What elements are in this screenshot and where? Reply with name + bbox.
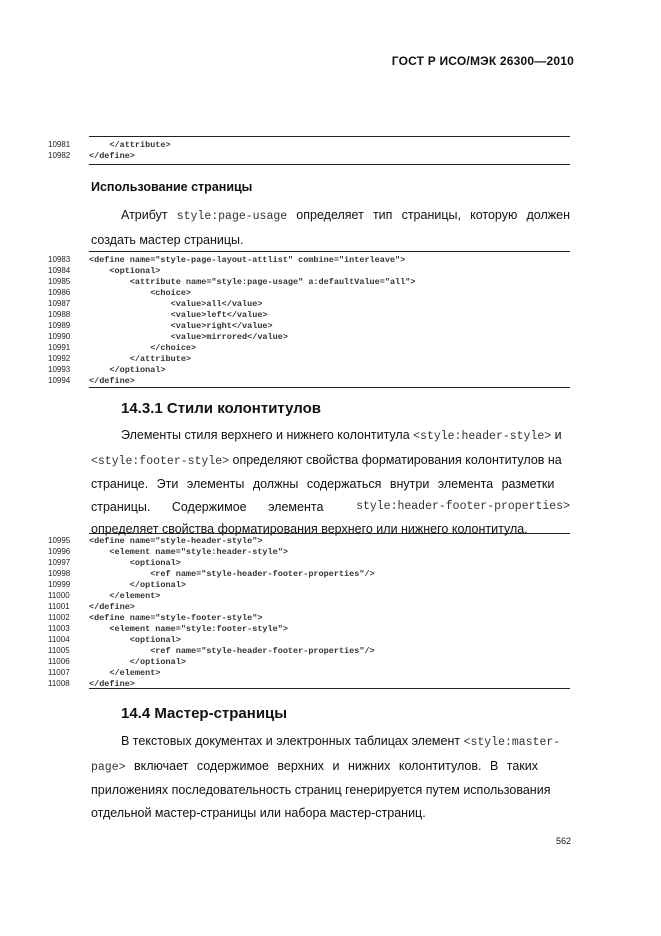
paragraph-master-pages — [91, 730, 570, 824]
code-text: </define> — [89, 151, 135, 161]
code-text: <optional> — [89, 266, 161, 276]
text: и — [551, 428, 562, 442]
line-number: 11003 — [48, 624, 70, 633]
text: В текстовых документах и электронных таблицах элемент — [121, 734, 464, 748]
text: определяют свойства форматирования колонтитулов на — [229, 452, 562, 467]
line-number: 10987 — [48, 299, 71, 308]
code-text: </optional> — [89, 365, 166, 375]
line-number: 11008 — [48, 679, 70, 688]
section-heading-14-4: 14.4 Мастер-страницы — [121, 705, 288, 722]
code-text: <value>left</value> — [89, 310, 268, 320]
line-number: 11002 — [48, 613, 70, 622]
inline-code: <style:master- — [463, 736, 561, 749]
code-block-top-rule — [89, 533, 570, 534]
code-block-top-rule — [89, 136, 570, 137]
text: включает содержимое верхних и нижних колонтитулов. В таких — [125, 758, 538, 773]
paragraph-header-footer-styles — [91, 424, 570, 541]
code-text: <value>mirrored</value> — [89, 332, 288, 342]
code-text: </define> — [89, 376, 135, 386]
code-text: <optional> — [89, 558, 181, 568]
line-number: 11007 — [48, 668, 70, 677]
text: определяет тип страницы, которую должен создать мастер страницы. — [91, 208, 570, 247]
line-number: 10984 — [48, 266, 71, 275]
code-text: <optional> — [89, 635, 181, 645]
code-block-bottom-rule — [89, 164, 570, 165]
code-text: </choice> — [89, 343, 197, 353]
code-text: <attribute name="style:page-usage" a:defaultValue="all"> — [89, 277, 416, 287]
text-line — [91, 424, 570, 449]
line-number: 10990 — [48, 332, 71, 341]
text-line: отдельной мастер-страницы или набора мастер-страниц. — [91, 805, 426, 820]
line-number: 10985 — [48, 277, 71, 286]
line-number: 10988 — [48, 310, 71, 319]
inline-code: style:header-footer-properties> — [356, 499, 570, 513]
line-number: 10983 — [48, 255, 71, 264]
line-number: 10998 — [48, 569, 71, 578]
line-number: 10993 — [48, 365, 71, 374]
inline-code: <style:header-style> — [413, 430, 552, 443]
text: страницы. Содержимое элемента — [91, 499, 324, 514]
inline-code: <style:footer-style> — [91, 454, 230, 468]
text-line: приложениях последовательность страниц генерируется путем использования — [91, 783, 551, 797]
code-text: <element name="style:footer-style"> — [89, 624, 288, 634]
code-text: <ref name="style-header-footer-properties"/> — [89, 569, 375, 579]
code-text: <define name="style-footer-style"> — [89, 613, 263, 623]
code-block-header-footer-style — [48, 533, 570, 689]
text-line — [91, 449, 570, 474]
code-text: </element> — [89, 591, 161, 601]
text-line — [91, 730, 570, 755]
code-block-page-layout-attlist — [48, 251, 570, 386]
code-text: <define name="style-header-style"> — [89, 536, 263, 546]
code-text: <element name="style:header-style"> — [89, 547, 288, 557]
text-line: странице. Эти элементы должны содержаться внутри элемента разметки — [91, 477, 555, 491]
line-number: 11004 — [48, 635, 70, 644]
document-standard-header: ГОСТ Р ИСО/МЭК 26300—2010 — [391, 54, 574, 68]
line-number: 10992 — [48, 354, 71, 363]
page-number: 562 — [555, 836, 571, 846]
text: Атрибут — [121, 208, 177, 222]
line-number: 10986 — [48, 288, 71, 297]
line-number: 10997 — [48, 558, 71, 567]
line-number: 10982 — [48, 151, 71, 160]
subheading-page-usage: Использование страницы — [91, 180, 253, 194]
line-number: 10989 — [48, 321, 71, 330]
text-line: определяет свойства форматирования верхнего или нижнего колонтитула. — [91, 522, 528, 536]
code-text: </define> — [89, 602, 135, 612]
code-block-attribute-end — [48, 136, 570, 166]
inline-code: style:page-usage — [176, 210, 288, 223]
code-text: <value>all</value> — [89, 299, 263, 309]
text-line — [91, 755, 570, 780]
line-number: 11001 — [48, 602, 70, 611]
code-text: <define name="style-page-layout-attlist" combine="interleave"> — [89, 255, 406, 265]
text: Элементы стиля верхнего и нижнего колонтитула — [121, 428, 414, 442]
code-text: <ref name="style-header-footer-properties"/> — [89, 646, 375, 656]
code-block-bottom-rule — [89, 387, 570, 388]
code-text: </attribute> — [89, 140, 171, 150]
line-number: 10995 — [48, 536, 71, 545]
code-text: </optional> — [89, 580, 186, 590]
line-number: 10996 — [48, 547, 71, 556]
code-text: </define> — [89, 679, 135, 689]
line-number: 10981 — [48, 140, 71, 149]
line-number: 11000 — [48, 591, 70, 600]
code-text: <choice> — [89, 288, 192, 298]
section-heading-14-3-1: 14.3.1 Стили колонтитулов — [121, 400, 321, 417]
line-number: 11005 — [48, 646, 70, 655]
line-number: 10994 — [48, 376, 71, 385]
code-block-bottom-rule — [89, 688, 570, 689]
line-number: 10991 — [48, 343, 71, 352]
code-text: </optional> — [89, 657, 186, 667]
paragraph-page-usage — [91, 204, 570, 251]
code-text: </attribute> — [89, 354, 192, 364]
code-text: </element> — [89, 668, 161, 678]
line-number: 10999 — [48, 580, 71, 589]
line-number: 11006 — [48, 657, 70, 666]
code-block-top-rule — [89, 251, 570, 252]
text-line — [91, 496, 570, 519]
code-text: <value>right</value> — [89, 321, 273, 331]
inline-code: page> — [91, 760, 126, 774]
